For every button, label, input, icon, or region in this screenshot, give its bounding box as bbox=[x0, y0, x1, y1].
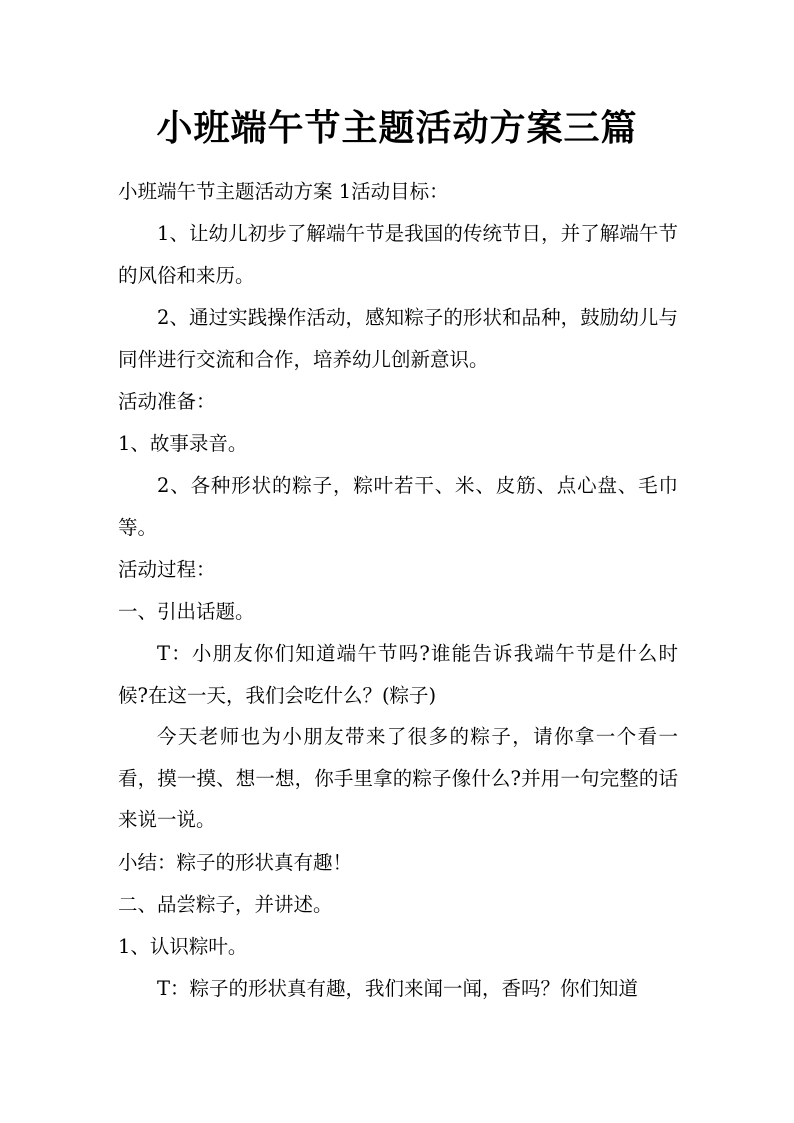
document-title: 小班端午节主题活动方案三篇 bbox=[156, 107, 638, 149]
paragraph-step-1-heading: 一、引出话题。 bbox=[118, 600, 255, 623]
paragraph-step-2-question: T：粽子的形状真有趣，我们来闻一闻，香吗？你们知道 bbox=[157, 977, 639, 1000]
paragraph-prep-heading: 活动准备： bbox=[118, 390, 216, 413]
paragraph-summary: 小结：粽子的形状真有趣！ bbox=[118, 851, 353, 874]
paragraph-step-2-sub-1: 1、认识粽叶。 bbox=[118, 935, 248, 958]
paragraph-process-heading: 活动过程： bbox=[118, 558, 216, 581]
paragraph-step-2-heading: 二、品尝粽子，并讲述。 bbox=[118, 893, 333, 916]
paragraph-prep-1: 1、故事录音。 bbox=[118, 432, 248, 455]
paragraph-prep-2: 2、各种形状的粽子，粽叶若干、米、皮筋、点心盘、毛巾等。 bbox=[118, 474, 678, 539]
paragraph-goal-2: 2、通过实践操作活动，感知粽子的形状和品种，鼓励幼儿与同伴进行交流和合作，培养幼儿创新意识。 bbox=[118, 306, 678, 371]
paragraph-goal-1: 1、让幼儿初步了解端午节是我国的传统节日，并了解端午节的风俗和来历。 bbox=[118, 222, 678, 287]
paragraph-step-1-activity: 今天老师也为小朋友带来了很多的粽子，请你拿一个看一看，摸一摸、想一想，你手里拿的粽子像什么?并用一句完整的话来说一说。 bbox=[118, 725, 678, 832]
paragraph-step-1-question: T：小朋友你们知道端午节吗?谁能告诉我端午节是什么时候?在这一天，我们会吃什么？(粽子) bbox=[118, 642, 678, 707]
paragraph-intro-heading: 小班端午节主题活动方案 1活动目标： bbox=[118, 180, 449, 203]
